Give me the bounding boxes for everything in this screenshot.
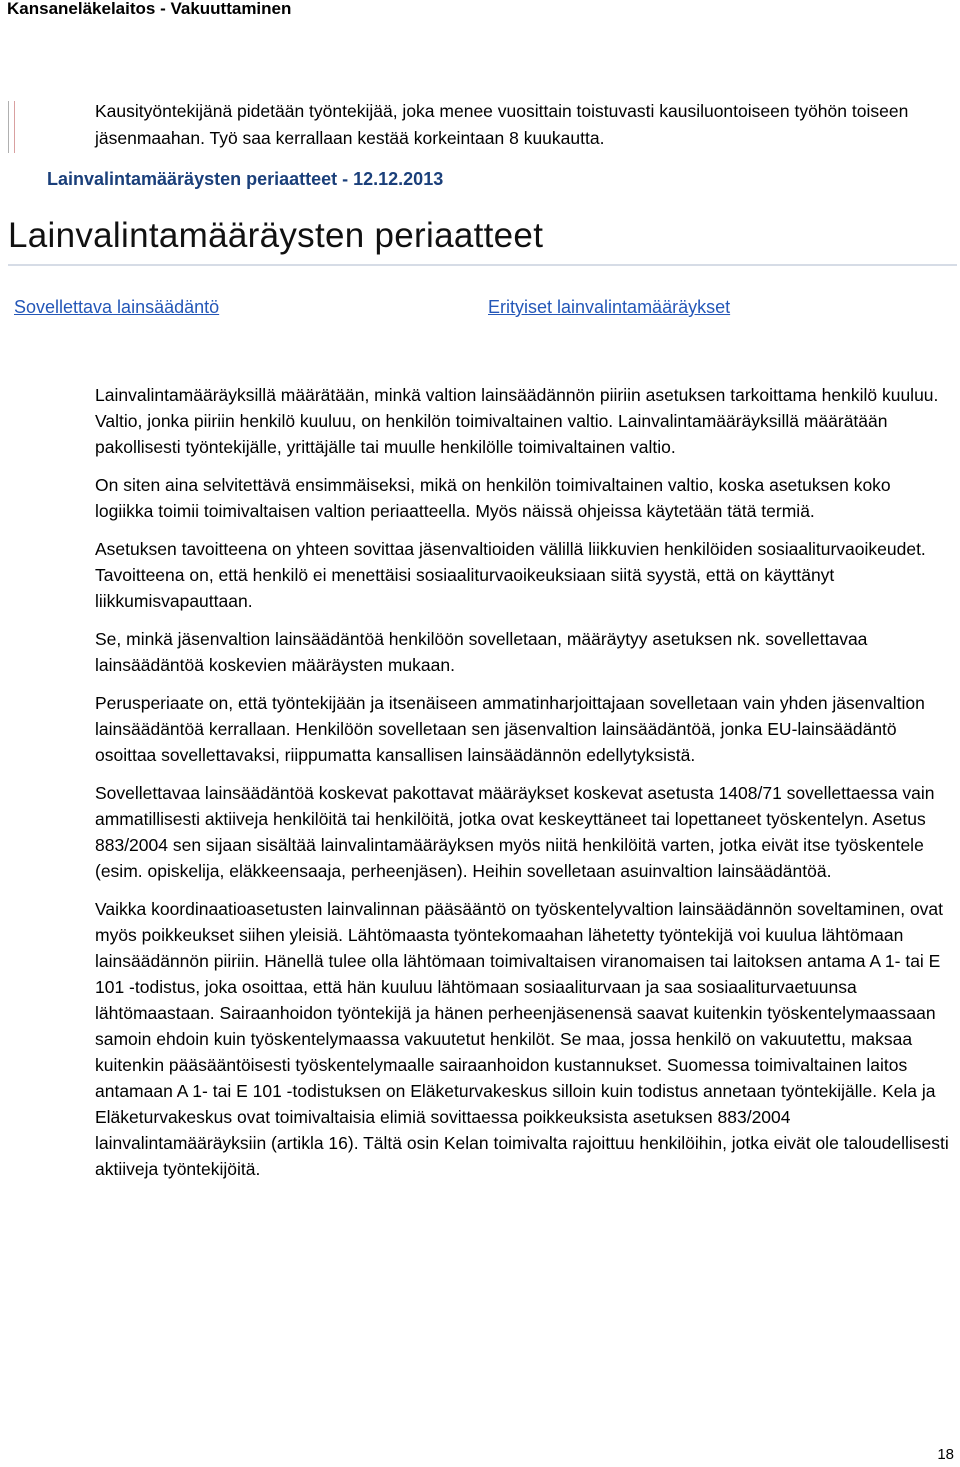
body-paragraph: Vaikka koordinaatioasetusten lainvalinnan pääsääntö on työskentelyvaltion lainsäädännön soveltaminen, ovat myös poikkeukset siihen yleisiä. Lähtömaasta työntekomaahan lähetetty työntekijä voi kuulua lähtömaan lainsäädännön piiriin. Hänellä tulee olla lähtömaan toimivaltaisen viranomaisen tai laitoksen antama A 1- tai E 101 -todistus, joka osoittaa, että hän kuuluu lähtömaan sosiaaliturvaan ja saa sosiaaliturvaetuunsa lähtömaastaan. Sairaanhoidon työntekijä ja hänen perheenjäsenensä saavat kuitenkin työskentelymaassaan samoin ehdoin kuin työskentelymaassa vakuutetut henkilöt. Se maa, jossa henkilö on vakuutettu, maksaa kuitenkin pääsääntöisesti työskentelymaalle sairaanhoidon kustannukset. Suomessa toimivaltainen laitos antamaan A 1- tai E 101 -todistuksen on Eläketurvakeskus silloin kuin todistus annetaan työntekijälle. Kela ja Eläketurvakeskus ovat toimivaltaisia elimiä sovittaessa poikkeuksista asetuksen 883/2004 lainvalintamääräyksiin (artikla 16). Tältä osin Kelan toimivalta rajoittuu henkilöihin, jotka eivät ole taloudellisesti aktiiveja työntekijöitä. [95,899,949,1179]
section-heading: Lainvalintamääräysten periaatteet - 12.12.2013 [47,169,444,189]
intro-paragraph: Kausityöntekijänä pidetään työntekijää, joka menee vuosittain toistuvasti kausiluontoiseen työhön toiseen jäsenmaahan. Työ saa kerrallaan kestää korkeintaan 8 kuukautta. [95,101,909,148]
body-paragraph: On siten aina selvitettävä ensimmäiseksi, mikä on henkilön toimivaltainen valtio, koska asetuksen koko logiikka toimii toimivaltaisen valtion periaatteella. Myös näissä ohjeissa käytetään tätä termiä. [95,475,891,521]
page-number: 18 [937,1446,954,1463]
tab-erityiset-lainvalintamaaraykset[interactable]: Erityiset lainvalintamääräykset [488,297,731,317]
page-title: Lainvalintamääräysten periaatteet [8,216,544,255]
body-paragraph: Sovellettavaa lainsäädäntöä koskevat pakottavat määräykset koskevat asetusta 1408/71 sovellettaessa vain ammatillisesti aktiiveja henkilöitä tai henkilöitä, jotka ovat keskeyttäneet tai lopettaneet työskentelyn. Asetus 883/2004 sen sijaan sisältää lainvalintamääräyksen myös niitä henkilöitä varten, jotka eivät itse työskentele (esim. opiskelija, eläkkeensaaja, perheenjäsen). Heihin sovelletaan asuinvaltion lainsäädäntöä. [95,783,935,881]
tab-sovellettava-lainsaadanto[interactable]: Sovellettava lainsäädäntö [14,297,220,317]
body-paragraph: Asetuksen tavoitteena on yhteen sovittaa jäsenvaltioiden välillä liikkuvien henkilöiden sosiaaliturvaoikeudet. Tavoitteena on, että henkilö ei menettäisi sosiaaliturvaoikeuksiaan siitä syystä, että on käyttänyt liikkumisvapauttaan. [95,539,926,611]
article-body [95,382,950,1194]
body-paragraph: Se, minkä jäsenvaltion lainsäädäntöä henkilöön sovelletaan, määräytyy asetuksen nk. sovellettavaa lainsäädäntöä koskevien määräysten mukaan. [95,629,868,675]
margin-rule [8,101,9,153]
margin-rule-accent [14,101,15,153]
title-divider [8,264,957,266]
document-header-title: Kansaneläkelaitos - Vakuuttaminen [7,0,292,18]
body-paragraph: Perusperiaate on, että työntekijään ja itsenäiseen ammatinharjoittajaan sovelletaan vain yhden jäsenvaltion lainsäädäntöä kerrallaan. Henkilöön sovelletaan sen jäsenvaltion lainsäädäntöä, jonka EU-lainsäädäntö osoittaa sovellettavaksi, riippumatta kansallisen lainsäädännön edellytyksistä. [95,693,925,765]
body-paragraph: Lainvalintamääräyksillä määrätään, minkä valtion lainsäädännön piiriin asetuksen tarkoittama henkilö kuuluu. Valtio, jonka piiriin henkilö kuuluu, on henkilön toimivaltainen valtio. Lainvalintamääräyksillä määrätään pakollisesti työntekijälle, yrittäjälle tai muulle henkilölle toimivaltainen valtio. [95,385,939,457]
